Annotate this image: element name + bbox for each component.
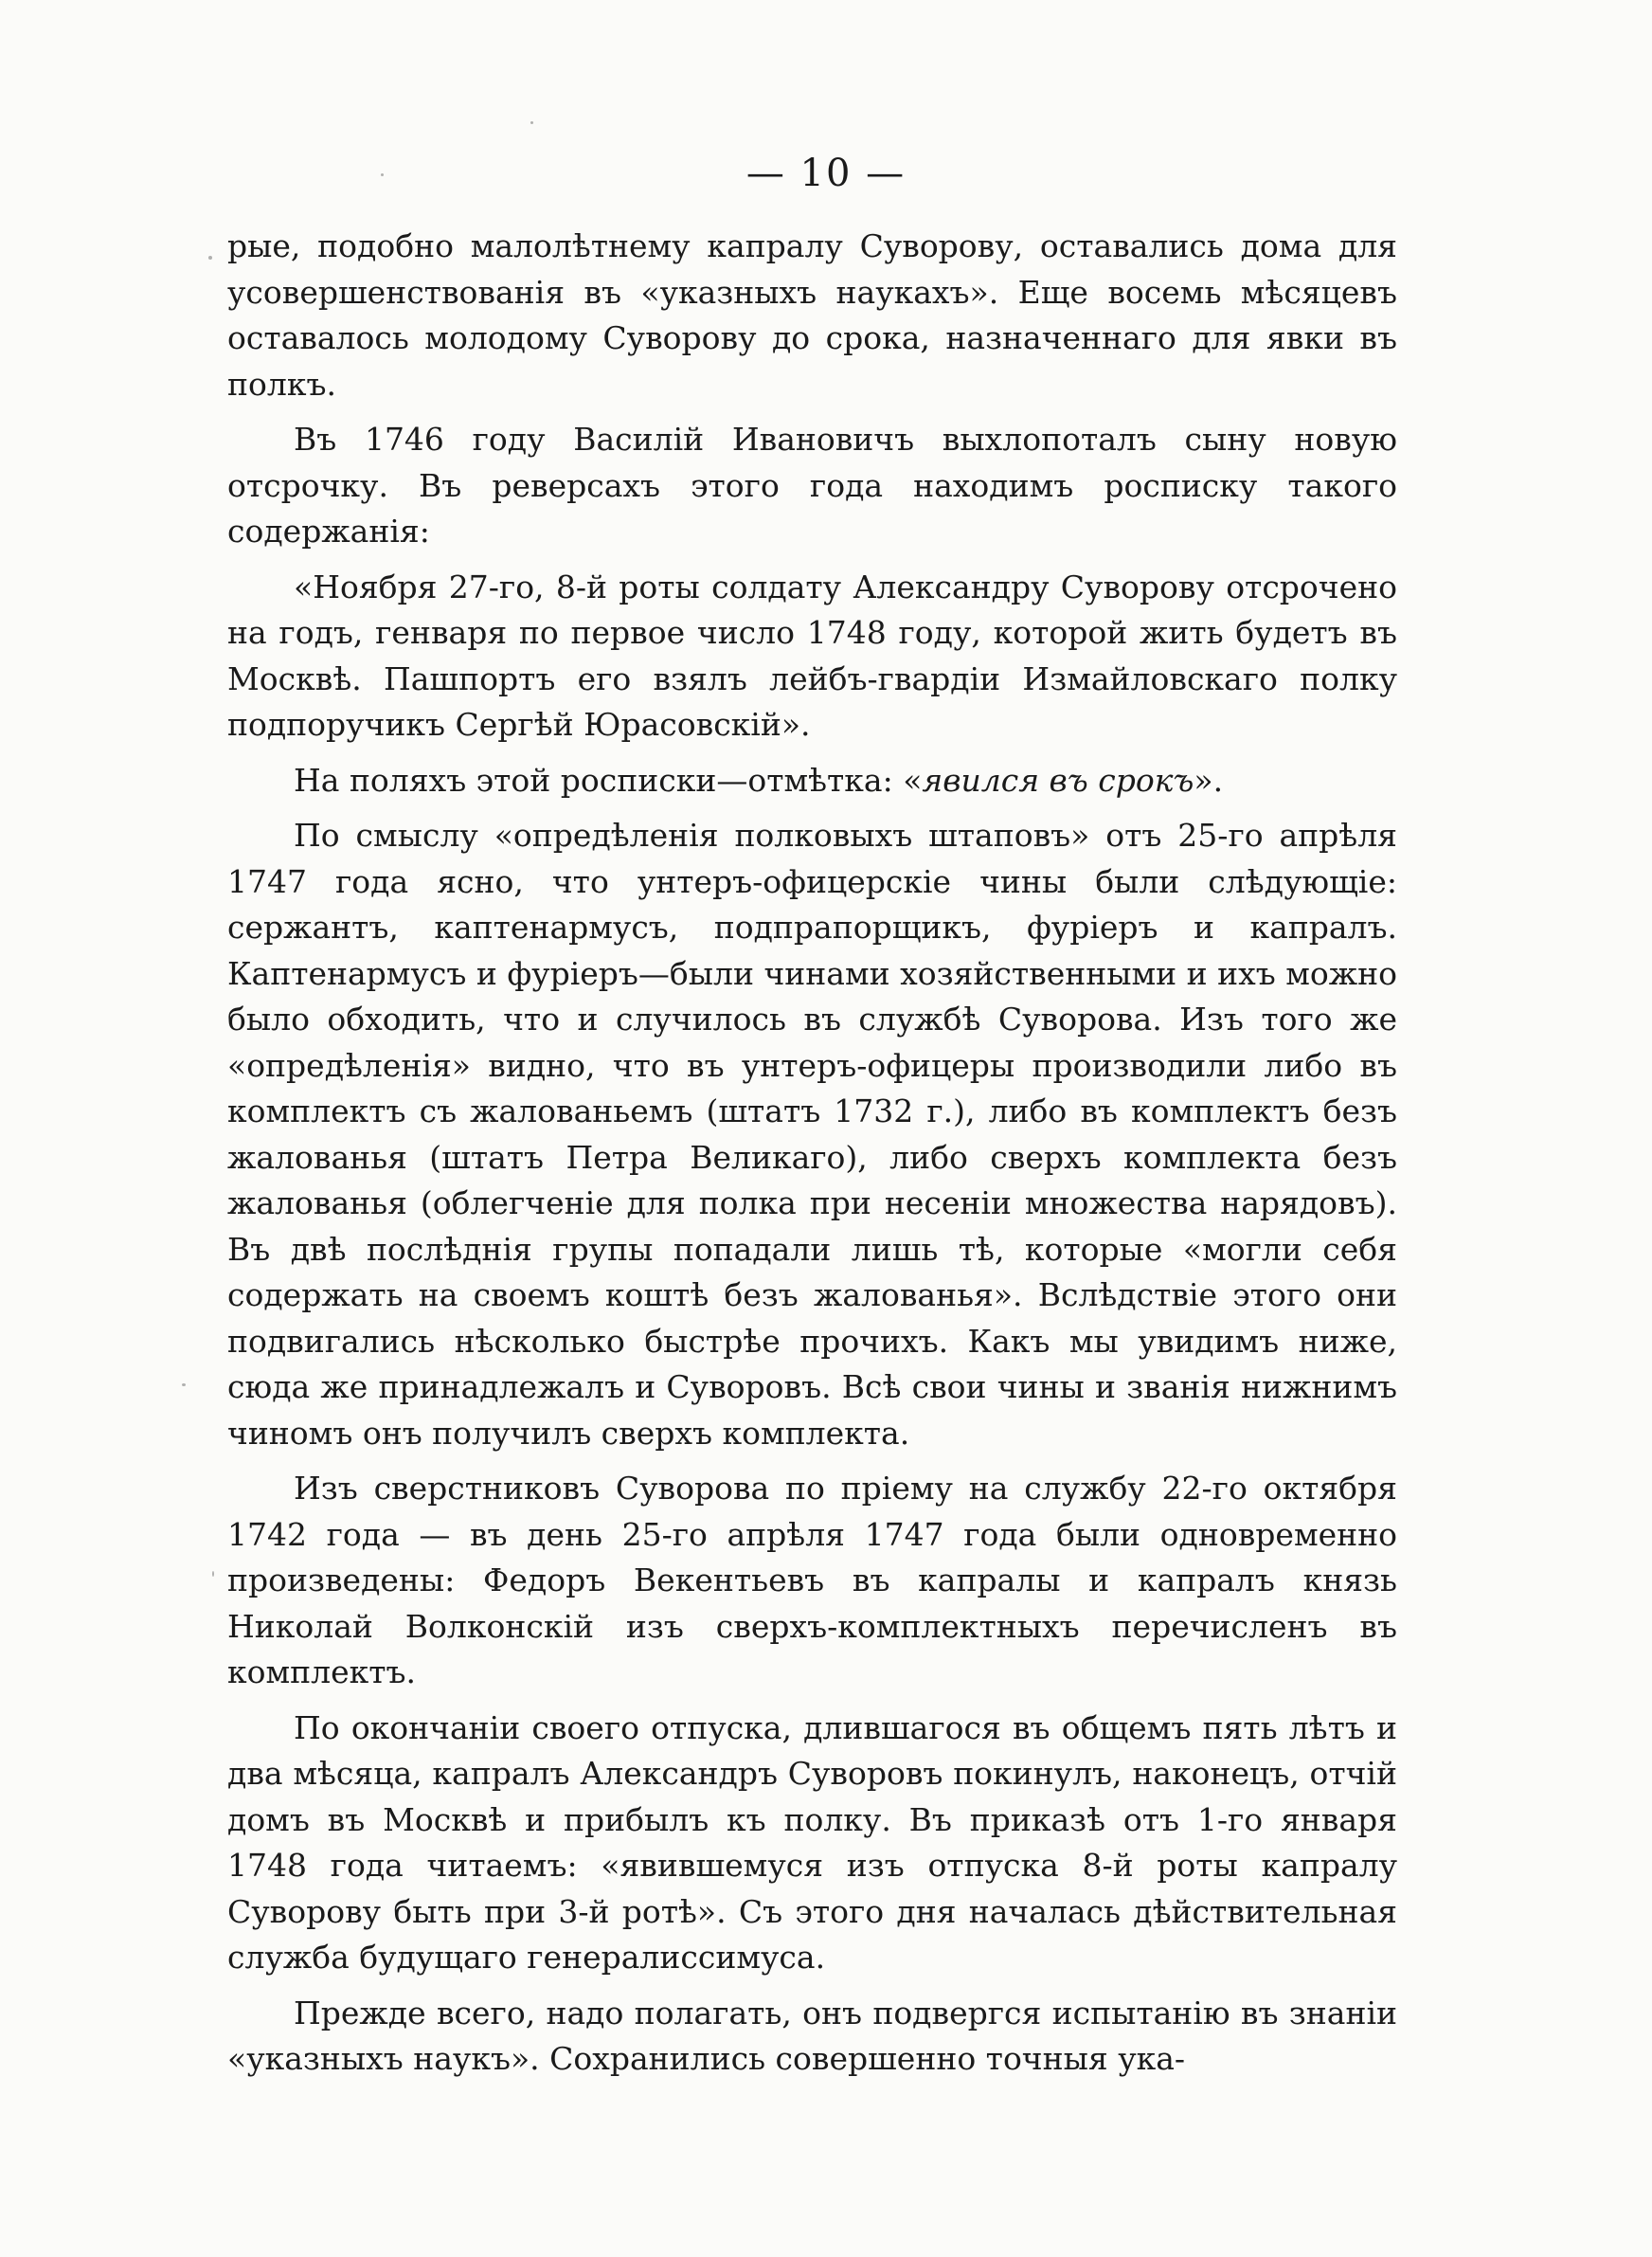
page-number: — 10 — (745, 152, 907, 195)
scan-speck (208, 256, 212, 260)
paragraph-5: По смыслу «опредѣленія полковыхъ штаповъ» отъ 25-го апрѣля 1747 года ясно, что унтеръ-офицерскіе чины были слѣдующіе: сержантъ, каптенармусъ, подпрапорщикъ, фуріеръ и капралъ. Каптенармусъ и фуріеръ—были чинами хозяйственными и ихъ можно было обходить, что и случилось въ службѣ Суворова. Изъ того же «опредѣленія» видно, что въ унтеръ-офицеры производили либо въ комплектъ съ жалованьемъ (штатъ 1732 г.), либо въ комплектъ безъ жалованья (штатъ Петра Великаго), либо сверхъ комплекта безъ жалованья (облегченіе для полка при несеніи множества нарядовъ). Въ двѣ послѣднія групы попадали лишь тѣ, которые «могли себя содержать на своемъ коштѣ безъ жалованья». Вслѣдствіе этого они подвигались нѣсколько быстрѣе прочихъ. Какъ мы увидимъ ниже, сюда же принадлежалъ и Суворовъ. Всѣ свои чины и званія нижнимъ чиномъ онъ получилъ сверхъ комплекта. (227, 817, 1397, 1452)
scan-speck (381, 173, 384, 176)
paragraph-4 (227, 758, 1397, 804)
paragraph-4-text-before: На поляхъ этой росписки—отмѣтка: « (294, 761, 923, 799)
paragraph-6: Изъ сверстниковъ Суворова по пріему на службу 22-го октября 1742 года — въ день 25-го апрѣля 1747 года были одновременно произведены: Федоръ Векентьевъ въ капралы и капралъ князь Николай Волконскій изъ сверхъ-комплектныхъ перечисленъ въ комплектъ. (227, 1470, 1397, 1690)
paragraph-8: Прежде всего, надо полагать, онъ подвергся испытанію въ знаніи «указныхъ наукъ». Сохранились совершенно точныя ука- (227, 1994, 1397, 2077)
paragraph-4-italic-note: явился въ срокъ (922, 761, 1194, 799)
body-text (227, 224, 1397, 2092)
paragraph-4-text-after: ». (1194, 761, 1224, 799)
scan-speck (182, 1383, 186, 1386)
scan-speck (212, 1571, 214, 1577)
paragraph-7: По окончаніи своего отпуска, длившагося въ общемъ пять лѣтъ и два мѣсяца, капралъ Александръ Суворовъ покинулъ, наконецъ, отчій домъ въ Москвѣ и прибылъ къ полку. Въ приказѣ отъ 1-го января 1748 года читаемъ: «явившемуся изъ отпуска 8-й роты капралу Суворову быть при 3-й ротѣ». Съ этого дня началась дѣйствительная служба будущаго генералиссимуса. (227, 1708, 1397, 1976)
scan-speck (530, 121, 533, 124)
paragraph-2: Въ 1746 году Василій Ивановичъ выхлопоталъ сыну новую отсрочку. Въ реверсахъ этого года находимъ росписку такого содержанія: (227, 421, 1397, 550)
paragraph-3-quote: «Ноября 27-го, 8-й роты солдату Александру Суворову отсрочено на годъ, генваря по первое число 1748 году, которой жить будетъ въ Москвѣ. Пашпортъ его взялъ лейбъ-гвардіи Измайловскаго полку подпоручикъ Сергѣй Юрасовскій». (227, 568, 1397, 743)
paragraph-1: рые, подобно малолѣтнему капралу Суворову, оставались дома для усовершенствованія въ «указныхъ наукахъ». Еще восемь мѣсяцевъ оставалось молодому Суворову до срока, назначеннаго для явки въ полкъ. (227, 227, 1397, 403)
